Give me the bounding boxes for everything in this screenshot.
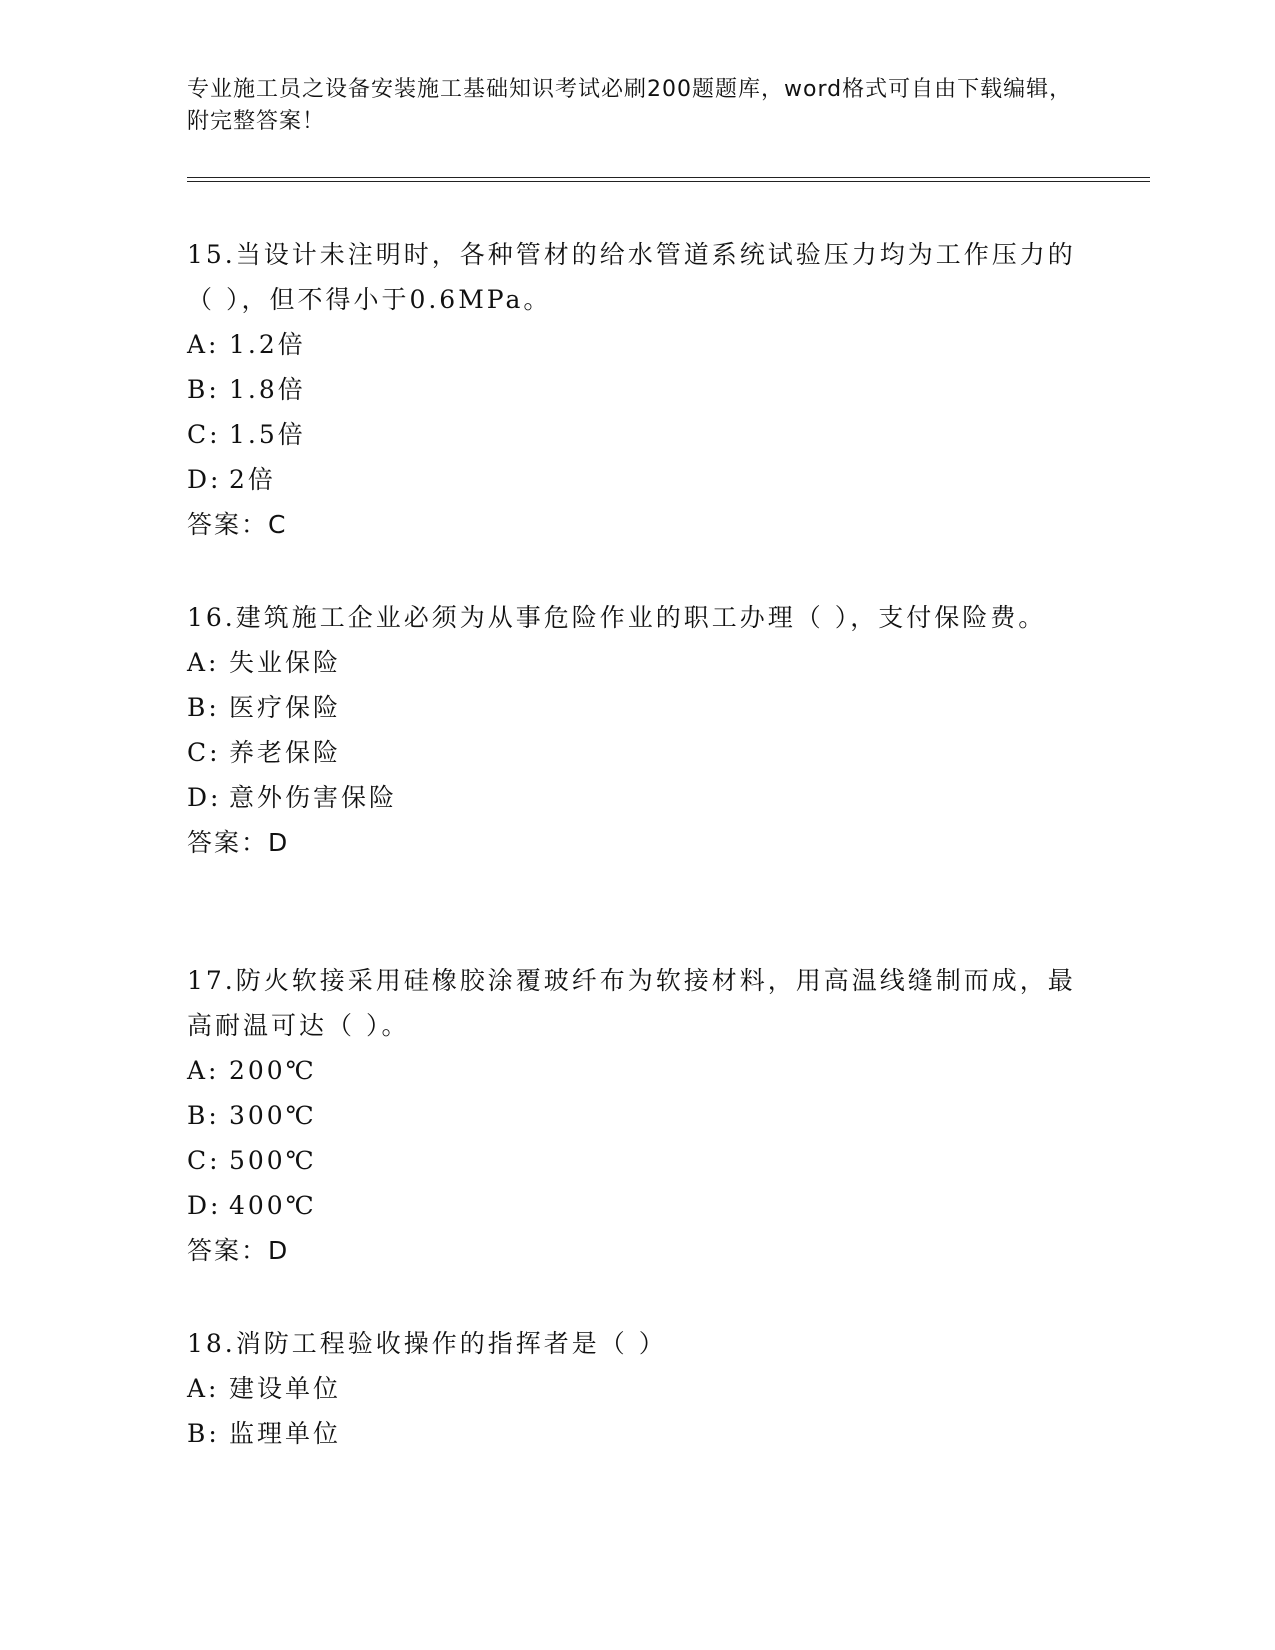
- option-text: 200℃: [229, 1056, 317, 1085]
- question-16: [187, 595, 1087, 865]
- question-17: [187, 958, 1087, 1273]
- option-text: 500℃: [229, 1146, 317, 1175]
- option-a: [187, 322, 1087, 367]
- question-15: [187, 232, 1087, 547]
- option-key: D:: [187, 783, 222, 812]
- option-key: D:: [187, 1191, 222, 1220]
- option-text: 400℃: [229, 1191, 317, 1220]
- option-a: [187, 640, 1087, 685]
- question-stem: 16.建筑施工企业必须为从事危险作业的职工办理（ ），支付保险费。: [187, 603, 1047, 632]
- option-key: C:: [187, 738, 221, 767]
- document-header: [187, 74, 1087, 138]
- option-b: [187, 685, 1087, 730]
- option-c: [187, 1138, 1087, 1183]
- option-key: B:: [187, 693, 220, 722]
- answer-line: 答案：D: [187, 1236, 290, 1265]
- question-stem: 18.消防工程验收操作的指挥者是（ ）: [187, 1329, 667, 1358]
- option-key: B:: [187, 375, 220, 404]
- option-key: D:: [187, 465, 222, 494]
- option-c: [187, 730, 1087, 775]
- answer-line: 答案：D: [187, 828, 290, 857]
- header-rule-bottom: [187, 181, 1150, 182]
- option-key: C:: [187, 420, 221, 449]
- option-text: 300℃: [229, 1101, 317, 1130]
- option-key: A:: [187, 648, 220, 677]
- question-stem: 15.当设计未注明时，各种管材的给水管道系统试验压力均为工作压力的（ ），但不得小于0.6MPa。: [187, 240, 1076, 314]
- option-b: [187, 1411, 1087, 1456]
- option-d: [187, 775, 1087, 820]
- header-title: 专业施工员之设备安装施工基础知识考试必刷200题题库，word格式可自由下载编辑，附完整答案！: [187, 77, 1073, 134]
- option-c: [187, 412, 1087, 457]
- option-a: [187, 1366, 1087, 1411]
- option-d: [187, 1183, 1087, 1228]
- answer-line: 答案：C: [187, 510, 288, 539]
- option-text: 意外伤害保险: [229, 783, 398, 812]
- question-stem: 17.防火软接采用硅橡胶涂覆玻纤布为软接材料，用高温线缝制而成，最高耐温可达（ ）。: [187, 966, 1076, 1040]
- option-key: A:: [187, 1056, 220, 1085]
- option-key: A:: [187, 330, 220, 359]
- option-text: 1.2倍: [229, 330, 306, 359]
- option-text: 1.5倍: [229, 420, 306, 449]
- question-18: [187, 1321, 1087, 1456]
- option-text: 医疗保险: [229, 693, 342, 722]
- option-key: B:: [187, 1101, 220, 1130]
- header-rule-top: [187, 177, 1150, 178]
- option-text: 1.8倍: [229, 375, 306, 404]
- option-text: 养老保险: [229, 738, 342, 767]
- option-text: 失业保险: [229, 648, 342, 677]
- option-a: [187, 1048, 1087, 1093]
- option-key: C:: [187, 1146, 221, 1175]
- option-b: [187, 1093, 1087, 1138]
- option-text: 监理单位: [229, 1419, 342, 1448]
- option-d: [187, 457, 1087, 502]
- option-text: 2倍: [229, 465, 276, 494]
- option-text: 建设单位: [229, 1374, 342, 1403]
- option-key: A:: [187, 1374, 220, 1403]
- option-b: [187, 367, 1087, 412]
- option-key: B:: [187, 1419, 220, 1448]
